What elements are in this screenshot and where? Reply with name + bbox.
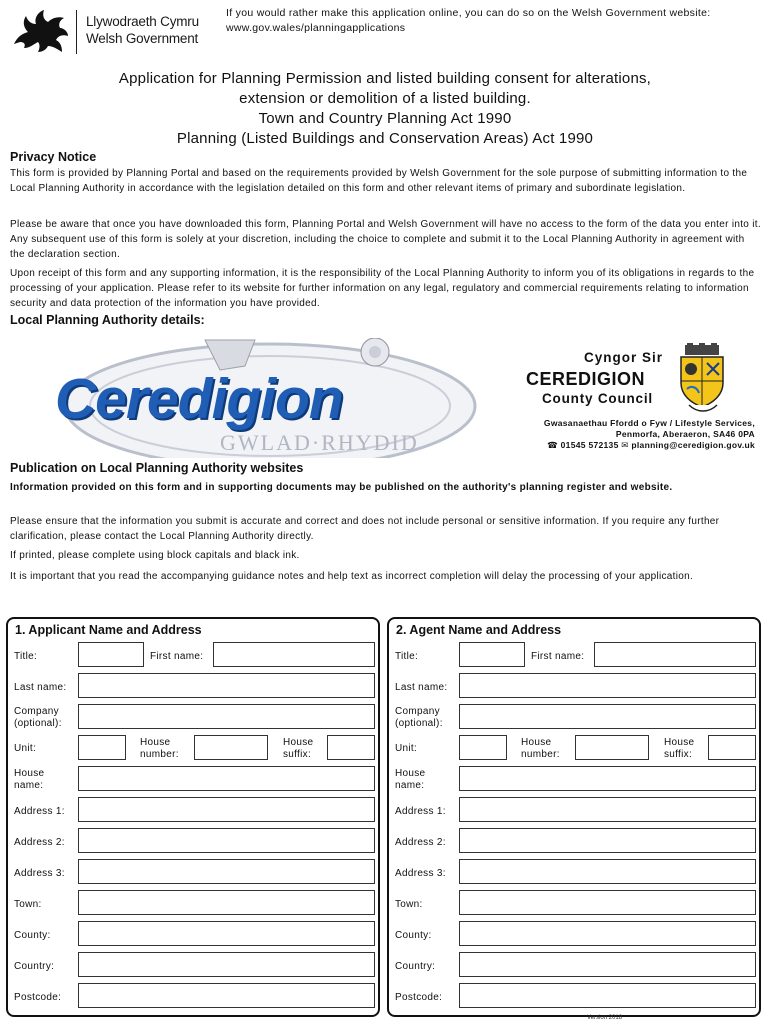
welsh-government-logo (10, 6, 200, 56)
email-address[interactable]: planning@ceredigion.gov.uk (631, 440, 755, 450)
agent-first-name-label: First name: (531, 651, 585, 662)
title-line-1: Application for Planning Permission and listed building consent for alterations, (118, 70, 652, 87)
agent-postcode-label: Postcode: (395, 992, 443, 1003)
applicant-house-suffix-field[interactable] (327, 735, 375, 760)
agent-unit-field[interactable] (459, 735, 507, 760)
agent-county-field[interactable] (459, 921, 756, 946)
applicant-county-field[interactable] (78, 921, 375, 946)
applicant-town-field[interactable] (78, 890, 375, 915)
agent-last-name-label: Last name: (395, 682, 448, 693)
publication-paragraph-3: It is important that you read the accompanying guidance notes and help text as incorrect completion will delay the processing of your application. (10, 571, 694, 582)
applicant-address1-field[interactable] (78, 797, 375, 822)
applicant-unit-field[interactable] (78, 735, 126, 760)
applicant-company-field[interactable] (78, 704, 375, 729)
agent-company-label: Company (optional): (395, 706, 443, 729)
council-crest-icon (677, 343, 727, 413)
privacy-paragraph-2: Please be aware that once you have downloaded this form, Planning Portal and Welsh Government will have no access to the form of the data you enter into it. Any subsequent use of this form is solely at your discretion, including the choice to complete and submit it to the Local Planning Authority in agreement with the declaration section. (10, 219, 761, 260)
agent-town-field[interactable] (459, 890, 756, 915)
council-name: CEREDIGION (526, 369, 646, 389)
applicant-company-label: Company (optional): (14, 706, 62, 729)
applicant-postcode-field[interactable] (78, 983, 375, 1008)
applicant-title-field[interactable] (78, 642, 144, 667)
phone-number: 01545 572135 (560, 440, 619, 450)
agent-postcode-field[interactable] (459, 983, 756, 1008)
applicant-unit-label: Unit: (14, 743, 37, 754)
agent-house-name-label: House name: (395, 768, 426, 791)
applicant-address2-field[interactable] (78, 828, 375, 853)
privacy-paragraph-3: Upon receipt of this form and any supporting information, it is the responsibility of the Local Planning Authority to inform you of its obligations in regards to the processing of your application. Please refer to its website for further information on any legal, regulatory and commercial requirements relating to information security and data protection of the information you have provided. (10, 268, 755, 309)
applicant-first-name-field[interactable] (213, 642, 375, 667)
agent-address3-label: Address 3: (395, 868, 446, 879)
applicant-title-label: Title: (14, 651, 38, 662)
county-council-text: County Council (542, 391, 653, 406)
publication-heading: Publication on Local Planning Authority websites (10, 461, 304, 475)
applicant-address1-label: Address 1: (14, 806, 65, 817)
council-banner (55, 338, 760, 458)
agent-country-field[interactable] (459, 952, 756, 977)
phone-icon: ☎ (547, 440, 558, 450)
applicant-house-number-label: House number: (140, 737, 179, 760)
publication-paragraph-2: If printed, please complete using block capitals and black ink. (10, 550, 300, 561)
applicant-country-label: Country: (14, 961, 55, 972)
address-line-2: Penmorfa, Aberaeron, SA46 0PA (615, 429, 755, 439)
agent-title-field[interactable] (459, 642, 525, 667)
agent-address1-field[interactable] (459, 797, 756, 822)
applicant-address3-label: Address 3: (14, 868, 65, 879)
agent-house-suffix-label: House suffix: (664, 737, 695, 760)
applicant-address3-field[interactable] (78, 859, 375, 884)
agent-town-label: Town: (395, 899, 423, 910)
agent-address2-field[interactable] (459, 828, 756, 853)
title-line-3: Town and Country Planning Act 1990 (258, 110, 512, 127)
applicant-house-suffix-label: House suffix: (283, 737, 314, 760)
online-note-text: If you would rather make this application online, you can do so on the Welsh Government website: (226, 7, 711, 19)
agent-address2-label: Address 2: (395, 837, 446, 848)
online-note-link[interactable]: www.gov.wales/planningapplications (226, 22, 406, 34)
agent-house-number-field[interactable] (575, 735, 649, 760)
agent-house-suffix-field[interactable] (708, 735, 756, 760)
applicant-panel (6, 617, 380, 1017)
agent-unit-label: Unit: (395, 743, 418, 754)
applicant-house-name-label: House name: (14, 768, 45, 791)
agent-address1-label: Address 1: (395, 806, 446, 817)
agent-panel-title: 2. Agent Name and Address (396, 623, 562, 637)
applicant-first-name-label: First name: (150, 651, 204, 662)
welsh-dragon-icon (10, 6, 72, 56)
agent-county-label: County: (395, 930, 432, 941)
ceredigion-wordmark: Ceredigion (55, 367, 343, 431)
agent-last-name-field[interactable] (459, 673, 756, 698)
agent-company-field[interactable] (459, 704, 756, 729)
applicant-last-name-field[interactable] (78, 673, 375, 698)
privacy-paragraph-1: This form is provided by Planning Portal and based on the requirements provided by Welsh Government for the sole purpose of submitting information to the Local Planning Authority in accordance with the legislation detailed on this form and other relevant items of primary and subordinate legislation. (10, 168, 748, 194)
form-title (20, 69, 750, 149)
lpa-heading: Local Planning Authority details: (10, 313, 205, 327)
publication-paragraph-1: Please ensure that the information you submit is accurate and correct and does not include personal or sensitive information. If you require any further clarification, please contact the Local Planning Authority directly. (10, 516, 720, 542)
agent-address3-field[interactable] (459, 859, 756, 884)
applicant-house-number-field[interactable] (194, 735, 268, 760)
privacy-heading: Privacy Notice (10, 150, 97, 164)
agent-house-number-label: House number: (521, 737, 560, 760)
cyngor-sir-text: Cyngor Sir (584, 350, 664, 365)
applicant-county-label: County: (14, 930, 51, 941)
agent-title-label: Title: (395, 651, 419, 662)
address-line-1: Gwasanaethau Ffordd o Fyw / Lifestyle Services, (543, 418, 755, 428)
applicant-panel-title: 1. Applicant Name and Address (15, 623, 202, 637)
title-line-4: Planning (Listed Buildings and Conservation Areas) Act 1990 (176, 130, 594, 147)
logo-text-welsh: Llywodraeth Cymru (86, 14, 199, 29)
agent-first-name-field[interactable] (594, 642, 756, 667)
agent-panel (387, 617, 761, 1017)
applicant-house-name-field[interactable] (78, 766, 375, 791)
email-icon: ✉ (621, 440, 629, 450)
agent-country-label: Country: (395, 961, 436, 972)
publication-notice-bold: Information provided on this form and in supporting documents may be published on the authority's planning register and website. (10, 482, 673, 493)
applicant-country-field[interactable] (78, 952, 375, 977)
online-application-note (226, 6, 766, 36)
applicant-postcode-label: Postcode: (14, 992, 62, 1003)
version-label: Version 2018 (587, 1015, 623, 1021)
applicant-town-label: Town: (14, 899, 42, 910)
applicant-last-name-label: Last name: (14, 682, 67, 693)
logo-text-english: Welsh Government (86, 31, 199, 46)
council-address (490, 418, 755, 451)
seal-text: GWLAD·RHYDID (220, 430, 419, 455)
contact-line (490, 440, 755, 451)
logo-divider (76, 10, 77, 54)
applicant-address2-label: Address 2: (14, 837, 65, 848)
agent-house-name-field[interactable] (459, 766, 756, 791)
title-line-2: extension or demolition of a listed building. (239, 90, 531, 107)
